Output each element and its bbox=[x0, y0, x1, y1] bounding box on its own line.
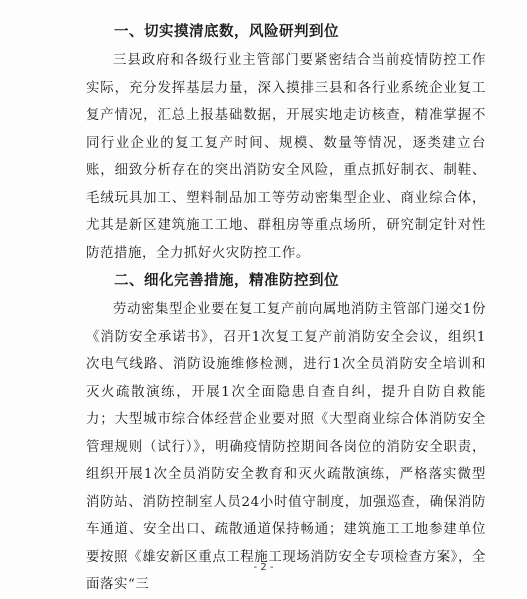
section-paragraph-2: 劳动密集型企业要在复工复产前向属地消防主管部门递交1份《消防安全承诺书》，召开1次复工复产前消防安全会议，组织1次电气线路、消防设施维修检测，进行1次全员消防安全培训和灭火疏散演练，开展1次全面隐患自查自纠，提升自防自救能力；大型城市综合体经营企业要对照《大型商业综合体消防安全管理规则（试行）》，明确疫情防控期间各岗位的消防安全职责，组织开展1次全员消防安全教育和灭火疏散演练，严格落实微型消防站、消防控制室人员24小时值守制度，加强巡查，确保消防车通道、安全出口、疏散通道保持畅通；建筑施工工地参建单位要按照《雄安新区重点工程施工现场消防安全专项检查方案》，全面落实“三 bbox=[86, 302, 486, 592]
section-heading-1: 一、切实摸清底数，风险研判到位 bbox=[114, 24, 339, 40]
section-heading-2: 二、细化完善措施，精准防控到位 bbox=[114, 273, 339, 289]
document-body bbox=[86, 18, 486, 599]
section-paragraph-1: 三县政府和各级行业主管部门要紧密结合当前疫情防控工作实际，充分发挥基层力量，深入摸排三县和各行业系统企业复工复产情况，汇总上报基础数据，开展实地走访核查，精准掌握不同行业企业的复工复产时间、规模、数量等情况，逐类建立台账，细致分析存在的突出消防安全风险，重点抓好制衣、制鞋、毛绒玩具加工、塑料制品加工等劳动密集型企业、商业综合体，尤其是新区建筑施工工地、群租房等重点场所，研究制定针对性防范措施，全力抓好火灾防控工作。 bbox=[86, 53, 486, 261]
page-number: - 2 - bbox=[253, 562, 274, 573]
